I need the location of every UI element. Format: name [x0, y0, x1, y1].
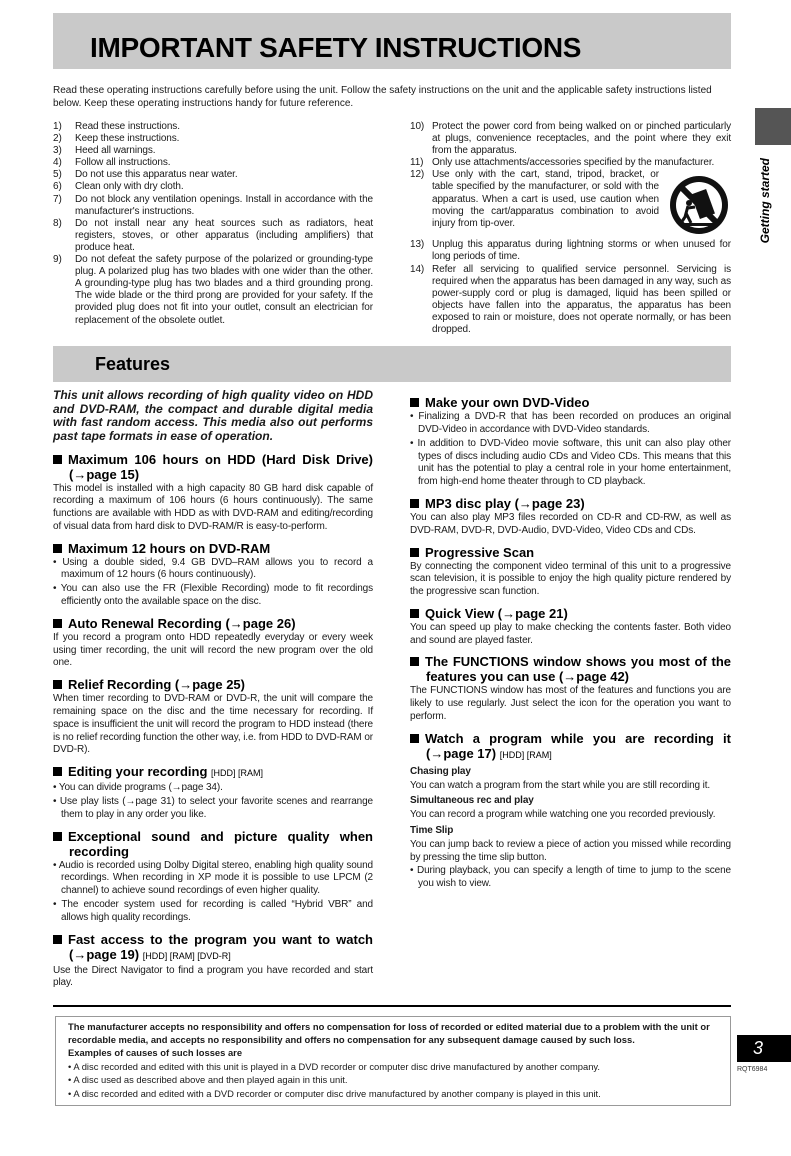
- item-text: [75, 218, 373, 254]
- feature-heading-text: Exceptional sound and picture quality when recording: [68, 828, 373, 859]
- feature-text: • You can divide programs (→page 34).: [53, 782, 223, 794]
- media-tags: [HDD] [RAM] [DVD-R]: [142, 950, 231, 961]
- feature-heading-text: Editing your recording: [68, 764, 208, 780]
- feature-text: By connecting the component video terminal of this unit to a progressive scan television, it is possible to enjoy the high quality picture rendered by the progressive scan function.: [410, 560, 731, 598]
- item-number: 10): [410, 121, 425, 132]
- safety-item: [410, 239, 731, 263]
- feature-section: [410, 606, 731, 648]
- document-code: RQT6984: [737, 1066, 768, 1073]
- disclaimer-examples-heading: Examples of causes of such losses are: [68, 1046, 243, 1058]
- square-bullet-icon: [53, 619, 62, 628]
- safety-item: [53, 145, 373, 157]
- example-text: A disc recorded and edited with this unit is played in a DVD recorder or computer disc drive manufactured by another company.: [73, 1060, 601, 1072]
- feature-heading-text: The FUNCTIONS window shows you most of the features you can use (→page 42): [425, 654, 731, 685]
- feature-heading: [53, 541, 373, 556]
- feature-text: • You can also use the FR (Flexible Recording) mode to fit recordings efficiently onto the available space on the disc.: [53, 583, 373, 608]
- page-title: IMPORTANT SAFETY INSTRUCTIONS: [90, 32, 582, 63]
- feature-section: [410, 395, 731, 489]
- feature-heading-text: Make your own DVD-Video: [425, 395, 590, 411]
- media-tags: [HDD] [RAM]: [499, 749, 552, 760]
- item-text: [432, 121, 731, 157]
- feature-text: The FUNCTIONS window has most of the features and functions you are likely to use regularly. Just select the icon for the operation you want to perform.: [410, 685, 731, 723]
- feature-text: • Finalizing a DVD-R that has been recorded on produces an original DVD-Video in accordance with DVD-Video standards.: [410, 411, 732, 435]
- item-text-content: Use only with the cart, stand, tripod, bracket, or table specified by the manufacturer, or sold with the apparatus. When a cart is used, use caution when moving the cart/apparatus combination to avoid injury from tip-over.: [432, 169, 659, 229]
- feature-section: [410, 654, 731, 723]
- feature-section: [53, 764, 373, 821]
- feature-heading-text: Fast access to the program you want to watch (→page 19): [68, 931, 373, 962]
- bullet-text: Use play lists (→page 31) to select your favorite scenes and rearrange them to play in any order you like.: [59, 796, 373, 820]
- feature-heading: [53, 452, 373, 482]
- item-number: 13): [410, 239, 425, 251]
- feature-heading: [410, 496, 731, 511]
- feature-text: When timer recording to DVD-RAM or DVD-R, the unit will compare the remaining space on the disc and the time necessary for recording. If space is insufficient the unit will record the program to HDD instead (there is no relief recording function the other way, i.e. from HDD to DVD-RAM or DVD-R).: [53, 693, 373, 756]
- feature-heading-text: Auto Renewal Recording (→page 26): [68, 615, 296, 631]
- feature-heading: [410, 654, 731, 684]
- disclaimer-box: [55, 1016, 731, 1106]
- square-bullet-icon: [410, 609, 419, 618]
- square-bullet-icon: [410, 657, 419, 666]
- bullet-text: You can divide programs (→page 34).: [58, 782, 223, 794]
- safety-instructions: [53, 121, 731, 336]
- square-bullet-icon: [410, 548, 419, 557]
- feature-text: You can speed up play to make checking the contents faster. Both video and sound are played faster.: [410, 621, 731, 646]
- feature-heading-text: Maximum 12 hours on DVD-RAM: [68, 540, 271, 556]
- feature-section: [410, 496, 731, 538]
- feature-text: • Audio is recorded using Dolby Digital stereo, enabling high quality sound recordings. When recording in XP mode it is possible to use LPCM (2 channel) to achieve sound recordings of even higher quality.: [53, 859, 373, 897]
- safety-item: [410, 157, 731, 169]
- feature-text: You can record a program while watching one you recorded previously.: [410, 809, 716, 821]
- feature-text: • In addition to DVD-Video movie software, this unit can also play other types of discs including audio CDs and Video CDs. This means that this unit has the potential to play a central role in your home entertainment, from high-end home theater through to CD playback.: [410, 437, 731, 488]
- safety-item: [410, 121, 731, 157]
- bullet-text: In addition to DVD-Video movie software, this unit can also play other types of discs including audio CDs and Video CDs. This means that this unit has the potential to play a central role in your home entertainment, from high-end home theater through to CD playback.: [417, 437, 731, 488]
- item-text-content: Keep these instructions.: [75, 133, 180, 145]
- item-text-content: Follow all instructions.: [75, 157, 171, 169]
- safety-item: [53, 121, 373, 133]
- item-text-content: Do not block any ventilation openings. Install in accordance with the manufacturer's instructions.: [75, 193, 373, 217]
- feature-section: [53, 452, 373, 534]
- title-bar: [53, 13, 731, 69]
- disclaimer-example: • A disc recorded and edited with this unit is played in a DVD recorder or computer disc drive manufactured by another company.: [68, 1060, 601, 1072]
- disclaimer-example: • A disc used as described above and then played again in this unit.: [68, 1074, 348, 1086]
- item-text: [75, 133, 373, 145]
- square-bullet-icon: [53, 544, 62, 553]
- item-number: 9): [53, 254, 62, 266]
- item-text: [75, 181, 373, 193]
- item-number: 3): [53, 145, 62, 157]
- feature-text: • During playback, you can specify a length of time to jump to the scene you wish to view.: [410, 865, 731, 890]
- example-text: A disc recorded and edited with a DVD recorder or computer disc drive manufactured by another company is played in this unit.: [73, 1088, 601, 1100]
- features-right-column: [410, 389, 731, 997]
- section-tab-label: Getting started: [758, 158, 772, 244]
- item-text-content: Protect the power cord from being walked on or pinched particularly at plugs, convenience receptacles, and the point where they exit from the apparatus.: [432, 121, 731, 157]
- safety-item: [53, 169, 373, 181]
- item-text-content: Do not use this apparatus near water.: [75, 169, 238, 181]
- feature-heading: [53, 764, 373, 781]
- safety-item: [53, 218, 373, 254]
- square-bullet-icon: [53, 832, 62, 841]
- feature-section: [53, 677, 373, 757]
- bullet-text: The encoder system used for recording is called “Hybrid VBR” and allows high quality recordings.: [61, 899, 373, 923]
- feature-section: [53, 541, 373, 609]
- feature-heading-text: Relief Recording (→page 25): [68, 677, 245, 693]
- feature-subheading: Chasing play: [410, 765, 471, 777]
- square-bullet-icon: [53, 455, 62, 464]
- feature-text: You can watch a program from the start while you are still recording it.: [410, 779, 711, 791]
- square-bullet-icon: [53, 767, 62, 776]
- feature-text: Use the Direct Navigator to find a program you have recorded and start play.: [53, 964, 373, 989]
- feature-heading: [53, 677, 373, 692]
- bullet-text: Using a double sided, 9.4 GB DVD–RAM allows you to record a maximum of 12 hours (6 hours continuously).: [61, 556, 373, 581]
- disclaimer-statement: The manufacturer accepts no responsibility and offers no compensation for loss of recorded or edited material due to a problem with the unit or recordable media, and accepts no responsibility and offers no compensation for any subsequent damage caused by such loss.: [68, 1021, 710, 1046]
- bullet-text: You can also use the FR (Flexible Recording) mode to fit recordings efficiently onto the available space on the disc.: [60, 583, 373, 608]
- item-number: 5): [53, 169, 62, 181]
- feature-section: [410, 731, 731, 891]
- item-text: [75, 169, 373, 181]
- bullet-text: During playback, you can specify a length of time to jump to the scene you wish to view.: [416, 865, 731, 890]
- square-bullet-icon: [410, 499, 419, 508]
- features-columns: [53, 389, 731, 997]
- item-number: 12): [410, 169, 425, 181]
- feature-heading: [53, 829, 373, 859]
- safety-item: [410, 264, 731, 337]
- feature-heading: [410, 606, 731, 621]
- feature-heading: [53, 932, 373, 964]
- feature-text: • Using a double sided, 9.4 GB DVD–RAM allows you to record a maximum of 12 hours (6 hours continuously).: [53, 556, 373, 581]
- page-number: 3: [737, 1035, 791, 1062]
- feature-section: [53, 829, 373, 925]
- feature-text: You can jump back to review a piece of action you missed while recording by pressing the time slip button.: [410, 838, 731, 863]
- feature-section: [53, 616, 373, 670]
- item-text-content: Refer all servicing to qualified service personnel. Servicing is required when the apparatus has been damaged in any way, such as power-supply cord or plug is damaged, liquid has been spilled or objects have fallen into the apparatus, the apparatus has been exposed to rain or moisture, does not operate normally, or has been dropped.: [432, 263, 731, 336]
- safety-item: [53, 181, 373, 193]
- item-text: [432, 239, 731, 263]
- bullet-text: Audio is recorded using Dolby Digital stereo, enabling high quality sound recordings. When recording in XP mode it is possible to use LPCM (2 channel) to achieve sound recordings of even higher quality.: [58, 859, 373, 897]
- item-text-content: Do not install near any heat sources such as radiators, heat registers, stoves, or other apparatus (including amplifiers) that produce heat.: [75, 217, 373, 253]
- feature-heading: [410, 395, 731, 410]
- feature-text: • Use play lists (→page 31) to select your favorite scenes and rearrange them to play in any order you like.: [53, 796, 373, 820]
- square-bullet-icon: [53, 680, 62, 689]
- feature-text: This model is installed with a high capacity 80 GB hard disk capable of recording a maximum of 106 hours (6 hours continuously). The same functions are available with HDD as with DVD-RAM and editing/recording of visual data from hard disk to DVD-RAM/R is easy-to-perform.: [53, 482, 373, 532]
- feature-section: [53, 932, 373, 991]
- safety-list-right: [410, 121, 731, 336]
- features-bar: [53, 346, 731, 382]
- feature-subheading: Time Slip: [410, 825, 454, 837]
- feature-heading-text: Progressive Scan: [425, 544, 535, 560]
- feature-text: You can also play MP3 files recorded on CD-R and CD-RW, as well as DVD-RAM, DVD-R, DVD-Audio, DVD-Video, Video CDs and CDs.: [410, 511, 731, 536]
- feature-heading: [410, 731, 731, 763]
- divider: [53, 1005, 731, 1007]
- intro-text: Read these operating instructions carefully before using the unit. Follow the safety instructions on the unit and the applicable safety instructions listed below. Keep these operating instructions handy for future reference.: [53, 85, 712, 109]
- features-left-column: [53, 389, 373, 997]
- item-text: [432, 169, 731, 239]
- square-bullet-icon: [53, 935, 62, 944]
- item-text-content: Clean only with dry cloth.: [75, 181, 184, 193]
- feature-heading-text: MP3 disc play (→page 23): [425, 495, 585, 511]
- safety-item: [53, 133, 373, 145]
- feature-text: If you record a program onto HDD repeatedly everyday or every week using timer recording, the unit will record the new program over the old one.: [53, 631, 373, 669]
- media-tags: [HDD] [RAM]: [211, 768, 264, 779]
- item-number: 4): [53, 157, 62, 169]
- item-number: 2): [53, 133, 62, 145]
- square-bullet-icon: [410, 734, 419, 743]
- square-bullet-icon: [410, 398, 419, 407]
- item-text: [75, 157, 373, 169]
- item-text-content: Unplug this apparatus during lightning storms or when unused for long periods of time.: [432, 239, 731, 263]
- safety-item: [410, 169, 731, 239]
- bullet-text: Finalizing a DVD-R that has been recorded on produces an original DVD-Video in accordance with DVD-Video standards.: [418, 411, 732, 435]
- feature-heading-text: Maximum 106 hours on HDD (Hard Disk Drive) (→page 15): [68, 451, 373, 482]
- feature-text: • The encoder system used for recording is called “Hybrid VBR” and allows high quality recordings.: [53, 899, 373, 923]
- feature-heading-text: Quick View (→page 21): [425, 605, 568, 621]
- features-title: Features: [95, 354, 171, 375]
- example-text: A disc used as described above and then played again in this unit.: [73, 1074, 348, 1086]
- item-text: [432, 157, 731, 169]
- disclaimer-example: • A disc recorded and edited with a DVD recorder or computer disc drive manufactured by another company is played in this unit.: [68, 1088, 601, 1100]
- feature-heading-text: Watch a program while you are recording it (→page 17): [425, 730, 731, 761]
- item-number: 8): [53, 217, 62, 229]
- safety-item: [53, 157, 373, 169]
- feature-heading: [53, 616, 373, 631]
- item-text-content: Read these instructions.: [75, 121, 180, 132]
- safety-item: [53, 194, 373, 218]
- item-text: [75, 145, 373, 157]
- safety-item: [53, 254, 373, 327]
- feature-heading: [410, 545, 731, 560]
- item-number: 7): [53, 193, 62, 205]
- item-text: [75, 121, 373, 133]
- safety-list-left: [53, 121, 373, 336]
- feature-subheading: Simultaneous rec and play: [410, 795, 534, 807]
- item-text: [75, 194, 373, 218]
- item-text-content: Heed all warnings.: [75, 145, 156, 157]
- item-number: 1): [53, 121, 62, 132]
- item-text: [75, 254, 373, 327]
- feature-section: [410, 545, 731, 599]
- item-number: 11): [410, 157, 424, 169]
- item-text-content: Only use attachments/accessories specified by the manufacturer.: [432, 157, 715, 169]
- item-number: 6): [53, 181, 62, 193]
- features-lead: This unit allows recording of high quality video on HDD and DVD-RAM, the compact and durable digital media with fast random access. This media also out performs past tape formats in ease of operation.: [53, 388, 373, 443]
- item-text-content: Do not defeat the safety purpose of the polarized or grounding-type plug. A polarized plug has two blades with one wider than the other. A grounding-type plug has two blades and a third grounding prong. The wide blade or the third prong are provided for your safety. If the provided plug does not fit into your outlet, consult an electrician for replacement of the obsolete outlet.: [75, 254, 373, 326]
- cart-warning-icon: [667, 173, 731, 237]
- item-text: [432, 264, 731, 337]
- item-number: 14): [410, 263, 425, 275]
- section-tab: [755, 108, 791, 145]
